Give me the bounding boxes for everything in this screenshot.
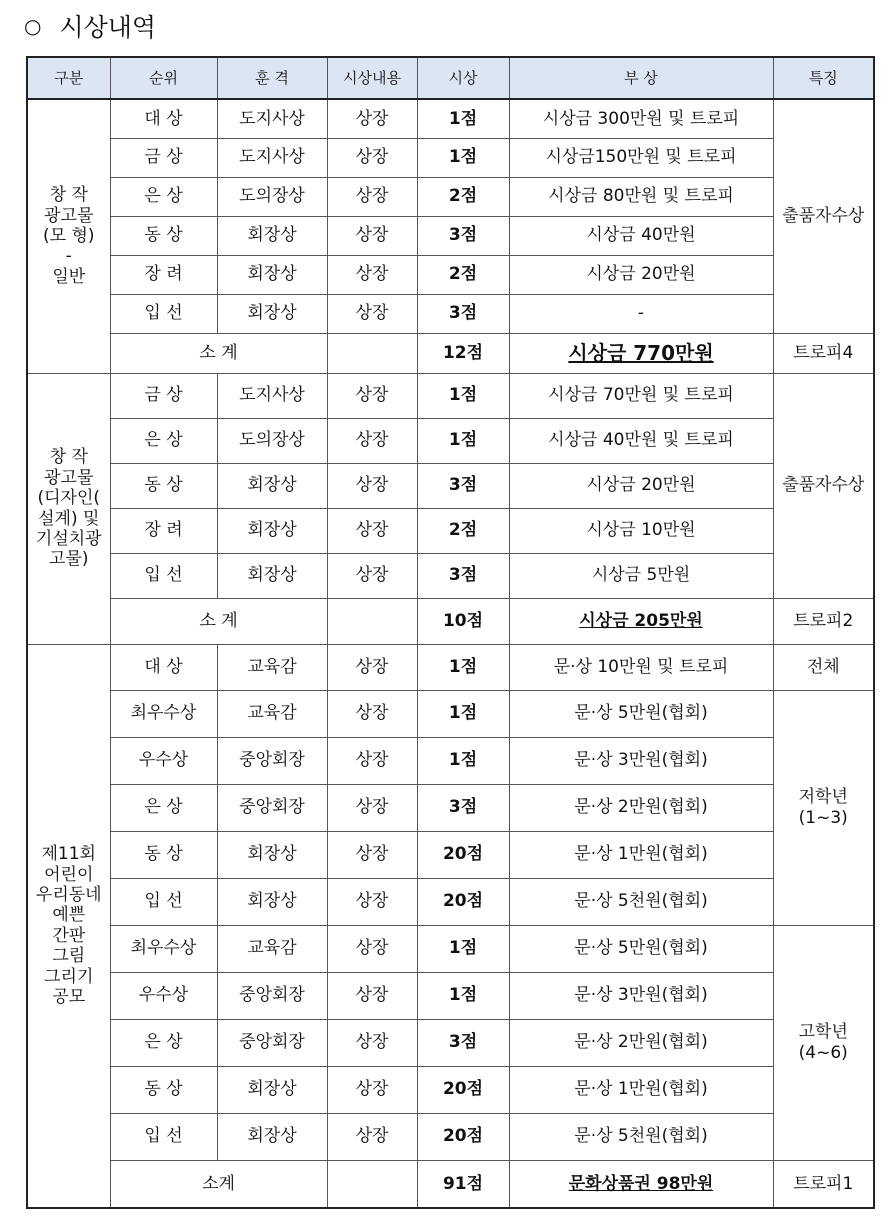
- honor-cell: 회장상: [217, 1113, 327, 1160]
- honor-cell: 회장상: [217, 878, 327, 925]
- rank-cell: 금 상: [110, 373, 217, 418]
- circle-bullet-icon: ○: [24, 14, 42, 38]
- table-row: [27, 690, 874, 737]
- count-cell: 1점: [417, 737, 509, 784]
- table-row: [27, 138, 874, 177]
- section-label-line: (디자인(: [37, 488, 101, 509]
- prize-cell: 문·상 2만원(협회): [509, 1019, 773, 1066]
- subtotal-prize: 문화상품권 98만원: [509, 1160, 773, 1208]
- prize-cell: 시상금 80만원 및 트로피: [509, 177, 773, 216]
- count-cell: 20점: [417, 831, 509, 878]
- subtotal-feature: 트로피4: [773, 333, 874, 373]
- count-cell: 3점: [417, 553, 509, 598]
- feature-line: (1~3): [798, 807, 848, 828]
- subtotal-feature: 트로피1: [773, 1160, 874, 1208]
- rank-cell: 우수상: [110, 737, 217, 784]
- content-cell: 상장: [327, 294, 417, 333]
- content-cell: 상장: [327, 255, 417, 294]
- count-cell: 20점: [417, 1113, 509, 1160]
- count-cell: 2점: [417, 255, 509, 294]
- count-cell: 1점: [417, 99, 509, 138]
- honor-cell: 도의장상: [217, 418, 327, 463]
- prize-cell: 시상금 300만원 및 트로피: [509, 99, 773, 138]
- awards-table: [26, 56, 875, 1209]
- honor-cell: 회장상: [217, 553, 327, 598]
- section1-feature: 출품자수상: [773, 99, 874, 333]
- lower-grade-feature: [773, 690, 874, 925]
- section1-label: [27, 99, 110, 373]
- subtotal-count: 12점: [417, 333, 509, 373]
- section-label-line: 그림: [52, 946, 86, 967]
- table-row: [27, 644, 874, 690]
- rank-cell: 은 상: [110, 1019, 217, 1066]
- table-row: [27, 878, 874, 925]
- count-cell: 2점: [417, 508, 509, 553]
- subtotal-prize: 시상금 770만원: [509, 333, 773, 373]
- prize-cell: 문·상 2만원(협회): [509, 784, 773, 831]
- section-label-line: 공모: [52, 986, 86, 1007]
- table-row: [27, 418, 874, 463]
- prize-cell: 시상금 5만원: [509, 553, 773, 598]
- content-cell: 상장: [327, 784, 417, 831]
- count-cell: 1점: [417, 373, 509, 418]
- feature-line: 저학년: [798, 787, 848, 808]
- prize-cell: 문·상 1만원(협회): [509, 831, 773, 878]
- rank-cell: 입 선: [110, 878, 217, 925]
- section-label-line: 간판: [52, 925, 86, 946]
- header-feature: 특징: [773, 57, 874, 99]
- table-row: [27, 216, 874, 255]
- count-cell: 3점: [417, 1019, 509, 1066]
- subtotal-empty: [327, 333, 417, 373]
- header-row: [27, 57, 874, 99]
- section-label-line: 그리기: [44, 966, 94, 987]
- table-row: [27, 831, 874, 878]
- table-row: [27, 1113, 874, 1160]
- section-label-line: 창 작: [49, 447, 88, 468]
- section-label-line: 창 작: [49, 185, 88, 206]
- honor-cell: 중앙회장: [217, 1019, 327, 1066]
- content-cell: 상장: [327, 925, 417, 972]
- table-row: [27, 972, 874, 1019]
- honor-cell: 교육감: [217, 644, 327, 690]
- rank-cell: 입 선: [110, 1113, 217, 1160]
- subtotal-row: [27, 598, 874, 644]
- subtotal-count: 91점: [417, 1160, 509, 1208]
- subtotal-prize: 시상금 205만원: [509, 598, 773, 644]
- upper-grade-feature: [773, 925, 874, 1160]
- header-content: 시상내용: [327, 57, 417, 99]
- honor-cell: 회장상: [217, 294, 327, 333]
- header-prize: 부 상: [509, 57, 773, 99]
- subtotal-count: 10점: [417, 598, 509, 644]
- header-honor: 훈 격: [217, 57, 327, 99]
- rank-cell: 장 려: [110, 255, 217, 294]
- prize-cell: -: [509, 294, 773, 333]
- subtotal-feature: 트로피2: [773, 598, 874, 644]
- content-cell: 상장: [327, 1113, 417, 1160]
- rank-cell: 입 선: [110, 294, 217, 333]
- content-cell: 상장: [327, 1019, 417, 1066]
- table-row: [27, 463, 874, 508]
- honor-cell: 회장상: [217, 831, 327, 878]
- section-label-line: 어린이: [44, 864, 94, 885]
- rank-cell: 은 상: [110, 418, 217, 463]
- count-cell: 1점: [417, 138, 509, 177]
- count-cell: 20점: [417, 1066, 509, 1113]
- table-row: [27, 99, 874, 138]
- feature-line: (4~6): [798, 1042, 848, 1063]
- section2-label: [27, 373, 110, 644]
- table-row: [27, 294, 874, 333]
- honor-cell: 회장상: [217, 255, 327, 294]
- table-row: [27, 508, 874, 553]
- prize-cell: 문·상 5만원(협회): [509, 690, 773, 737]
- content-cell: 상장: [327, 99, 417, 138]
- section2-feature: 출품자수상: [773, 373, 874, 598]
- count-cell: 1점: [417, 690, 509, 737]
- table-row: [27, 1066, 874, 1113]
- subtotal-empty: [327, 1160, 417, 1208]
- count-cell: 1점: [417, 972, 509, 1019]
- section-label-line: -: [65, 246, 72, 267]
- table-row: [27, 784, 874, 831]
- honor-cell: 중앙회장: [217, 972, 327, 1019]
- honor-cell: 회장상: [217, 1066, 327, 1113]
- rank-cell: 대 상: [110, 644, 217, 690]
- table-row: [27, 925, 874, 972]
- count-cell: 3점: [417, 784, 509, 831]
- honor-cell: 회장상: [217, 463, 327, 508]
- section-label-line: 광고물: [44, 205, 94, 226]
- rank-cell: 우수상: [110, 972, 217, 1019]
- section-title: [24, 8, 156, 44]
- section-label-line: (모 형): [42, 226, 95, 247]
- rank-cell: 은 상: [110, 784, 217, 831]
- content-cell: 상장: [327, 216, 417, 255]
- content-cell: 상장: [327, 644, 417, 690]
- grand-feature: 전체: [773, 644, 874, 690]
- count-cell: 3점: [417, 463, 509, 508]
- subtotal-row: [27, 1160, 874, 1208]
- rank-cell: 최우수상: [110, 925, 217, 972]
- prize-cell: 시상금 70만원 및 트로피: [509, 373, 773, 418]
- prize-cell: 시상금150만원 및 트로피: [509, 138, 773, 177]
- content-cell: 상장: [327, 373, 417, 418]
- title-text: 시상내역: [59, 13, 157, 42]
- content-cell: 상장: [327, 418, 417, 463]
- header-category: 구분: [27, 57, 110, 99]
- table-row: [27, 1019, 874, 1066]
- content-cell: 상장: [327, 737, 417, 784]
- section-label-line: 광고물: [44, 467, 94, 488]
- rank-cell: 장 려: [110, 508, 217, 553]
- section-label-line: 기설치광: [35, 528, 102, 549]
- count-cell: 1점: [417, 644, 509, 690]
- rank-cell: 금 상: [110, 138, 217, 177]
- table-row: [27, 177, 874, 216]
- rank-cell: 대 상: [110, 99, 217, 138]
- section-label-line: 설계) 및: [38, 508, 100, 529]
- rank-cell: 입 선: [110, 553, 217, 598]
- honor-cell: 중앙회장: [217, 737, 327, 784]
- prize-cell: 시상금 40만원: [509, 216, 773, 255]
- rank-cell: 최우수상: [110, 690, 217, 737]
- honor-cell: 도지사상: [217, 99, 327, 138]
- section-label-line: 제11회: [41, 844, 96, 865]
- content-cell: 상장: [327, 1066, 417, 1113]
- feature-line: 고학년: [798, 1022, 848, 1043]
- header-rank: 순위: [110, 57, 217, 99]
- count-cell: 3점: [417, 216, 509, 255]
- count-cell: 1점: [417, 925, 509, 972]
- honor-cell: 중앙회장: [217, 784, 327, 831]
- honor-cell: 도의장상: [217, 177, 327, 216]
- header-count: 시상: [417, 57, 509, 99]
- count-cell: 3점: [417, 294, 509, 333]
- rank-cell: 동 상: [110, 216, 217, 255]
- table-row: [27, 553, 874, 598]
- table-row: [27, 737, 874, 784]
- section-label-line: 일반: [52, 266, 86, 287]
- honor-cell: 교육감: [217, 690, 327, 737]
- content-cell: 상장: [327, 690, 417, 737]
- section-label-line: 고물): [49, 549, 89, 570]
- prize-cell: 시상금 20만원: [509, 463, 773, 508]
- honor-cell: 도지사상: [217, 373, 327, 418]
- subtotal-label: 소 계: [110, 598, 327, 644]
- section-label-line: 우리동네: [35, 884, 102, 905]
- prize-cell: 문·상 3만원(협회): [509, 972, 773, 1019]
- content-cell: 상장: [327, 553, 417, 598]
- table-row: [27, 373, 874, 418]
- subtotal-label: 소계: [110, 1160, 327, 1208]
- prize-cell: 문·상 5천원(협회): [509, 878, 773, 925]
- content-cell: 상장: [327, 463, 417, 508]
- subtotal-row: [27, 333, 874, 373]
- count-cell: 20점: [417, 878, 509, 925]
- section3-label: [27, 644, 110, 1208]
- rank-cell: 은 상: [110, 177, 217, 216]
- prize-cell: 문·상 10만원 및 트로피: [509, 644, 773, 690]
- prize-cell: 시상금 40만원 및 트로피: [509, 418, 773, 463]
- honor-cell: 회장상: [217, 508, 327, 553]
- subtotal-label: 소 계: [110, 333, 327, 373]
- count-cell: 2점: [417, 177, 509, 216]
- rank-cell: 동 상: [110, 831, 217, 878]
- content-cell: 상장: [327, 831, 417, 878]
- rank-cell: 동 상: [110, 463, 217, 508]
- honor-cell: 도지사상: [217, 138, 327, 177]
- table-row: [27, 255, 874, 294]
- prize-cell: 문·상 5만원(협회): [509, 925, 773, 972]
- prize-cell: 시상금 20만원: [509, 255, 773, 294]
- prize-cell: 문·상 1만원(협회): [509, 1066, 773, 1113]
- section-label-line: 예쁜: [52, 905, 86, 926]
- content-cell: 상장: [327, 508, 417, 553]
- honor-cell: 회장상: [217, 216, 327, 255]
- rank-cell: 동 상: [110, 1066, 217, 1113]
- content-cell: 상장: [327, 177, 417, 216]
- prize-cell: 문·상 3만원(협회): [509, 737, 773, 784]
- content-cell: 상장: [327, 878, 417, 925]
- honor-cell: 교육감: [217, 925, 327, 972]
- prize-cell: 시상금 10만원: [509, 508, 773, 553]
- prize-cell: 문·상 5천원(협회): [509, 1113, 773, 1160]
- content-cell: 상장: [327, 138, 417, 177]
- subtotal-empty: [327, 598, 417, 644]
- count-cell: 1점: [417, 418, 509, 463]
- content-cell: 상장: [327, 972, 417, 1019]
